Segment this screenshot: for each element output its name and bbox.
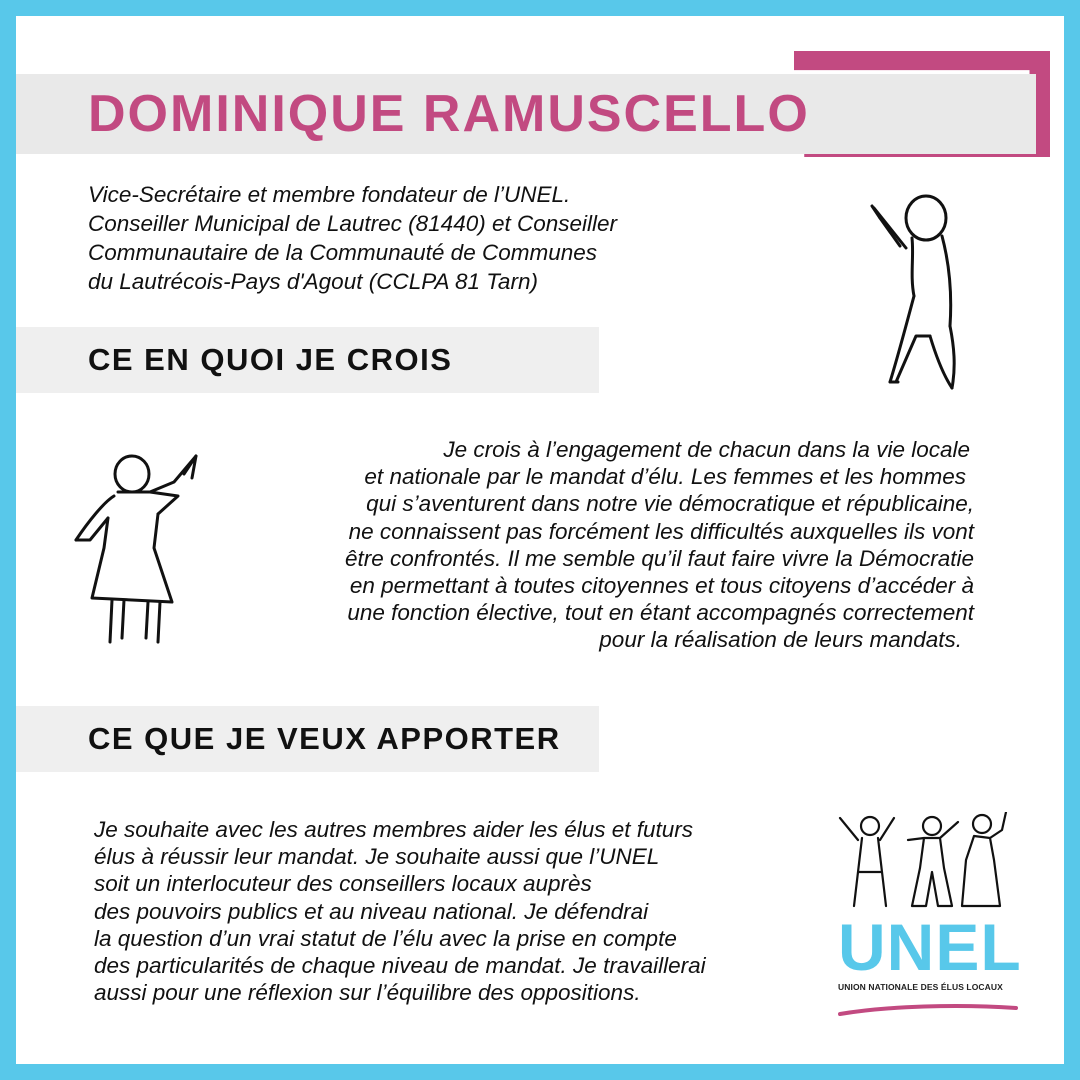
goals-line: des pouvoirs publics et au niveau national. Je défendrai — [94, 898, 649, 924]
goals-line: Je souhaite avec les autres membres aider les élus et futurs — [94, 817, 694, 842]
man-waving-icon — [856, 186, 986, 386]
beliefs-line: Je crois à l’engagement de chacun dans la vie locale — [443, 437, 970, 462]
logo-subtitle: UNION NATIONALE DES ÉLUS LOCAUX — [838, 982, 1003, 992]
intro-line: Communautaire de la Communauté de Communes — [88, 240, 597, 265]
goals-line: élus à réussir leur mandat. Je souhaite aussi que l’UNEL — [94, 844, 660, 870]
beliefs-text — [216, 436, 974, 654]
goals-line: la question d’un vrai statut de l’élu avec la prise en compte — [94, 925, 677, 951]
unel-logo — [824, 812, 1022, 1012]
logo-swoosh — [838, 1002, 1018, 1018]
page-title: DOMINIQUE RAMUSCELLO — [88, 85, 810, 143]
profile-card — [16, 16, 1064, 1064]
beliefs-line: ne connaissent pas forcément les difficultés auxquelles ils vont — [348, 518, 974, 544]
goals-line: des particularités de chaque niveau de mandat. Je travaillerai — [94, 953, 706, 979]
beliefs-line: pour la réalisation de leurs mandats. — [599, 627, 962, 653]
beliefs-line: être confrontés. Il me semble qu’il faut faire vivre la Démocratie — [344, 545, 974, 571]
goals-line: aussi pour une réflexion sur l’équilibre des oppositions. — [94, 980, 641, 1006]
goals-line: soit un interlocuteur des conseillers locaux auprès — [94, 871, 592, 897]
beliefs-line: en permettant à toutes citoyennes et tous citoyens d’accéder à — [349, 573, 974, 599]
intro-line: du Lautrécois-Pays d'Agout (CCLPA 81 Tarn) — [88, 269, 538, 294]
woman-waving-icon — [74, 452, 204, 642]
goals-text — [94, 816, 814, 1006]
beliefs-line: une fonction élective, tout en étant accompagnés correctement — [347, 600, 974, 626]
logo-wordmark: UNEL — [838, 910, 1022, 984]
section-heading-beliefs: CE EN QUOI JE CROIS — [88, 342, 453, 377]
intro-line: Conseiller Municipal de Lautrec (81440) et Conseiller — [88, 211, 618, 236]
beliefs-line: et nationale par le mandat d’élu. Les femmes et les hommes — [364, 464, 966, 490]
intro-text — [88, 180, 788, 296]
section-heading-goals: CE QUE JE VEUX APPORTER — [88, 721, 561, 756]
intro-line: Vice-Secrétaire et membre fondateur de l’UNEL. — [88, 182, 571, 207]
three-figures-icon — [834, 812, 1014, 912]
beliefs-line: qui s’aventurent dans notre vie démocratique et républicaine, — [366, 491, 974, 517]
